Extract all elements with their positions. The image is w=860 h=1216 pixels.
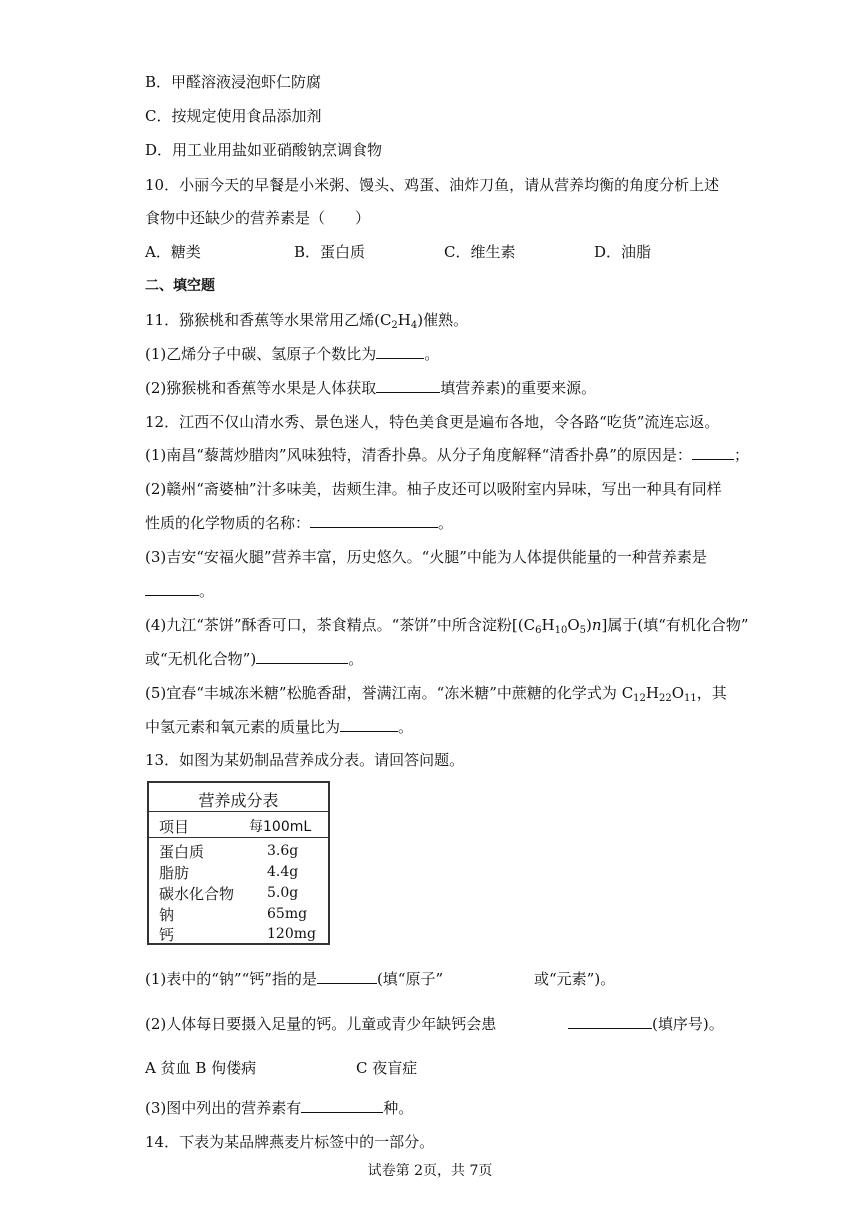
q13-part1: (1)表中的“钠”“钙”指的是 (填“原子”	[145, 970, 444, 988]
q10-option-c: C．维生素	[444, 243, 516, 261]
table-row-value: 3.6g	[267, 843, 299, 859]
answer-blank[interactable]	[692, 445, 734, 460]
q12-part4-line1: (4)九江“茶饼”酥香可口，茶食精点。“茶饼”中所含淀粉$[(C_6H_{10}O_5)n]$属于(填“有机化合物”	[145, 616, 749, 636]
table-title: 营养成分表	[198, 791, 279, 810]
answer-blank[interactable]	[301, 1098, 383, 1113]
table-row-name: 蛋白质	[159, 843, 205, 861]
page-footer: 试卷第 2页，共 7页	[367, 1163, 493, 1179]
table-header-per: 每100mL	[249, 819, 312, 835]
answer-blank[interactable]	[568, 1014, 652, 1029]
q10-stem-line1: 10．小丽今天的早餐是小米粥、馒头、鸡蛋、油炸刀鱼，请从营养均衡的角度分析上述	[145, 176, 720, 194]
q11-part1: (1)乙烯分子中碳、氢原子个数比为 。	[145, 345, 440, 363]
q10-option-b: B．蛋白质	[294, 243, 366, 261]
q12-part5-line1: (5)宜春“丰城冻米糖”松脆香甜，誉满江南。“冻米糖”中蔗糖的化学式为 $C_{12}H_{22}O_{11}$，其	[145, 684, 727, 704]
q12-part1: (1)南昌“藜蒿炒腊肉”风味独特，清香扑鼻。从分子角度解释“清香扑鼻”的原因是： ；	[145, 446, 749, 464]
table-row-name: 脂肪	[159, 864, 190, 882]
table-row-name: 碳水化合物	[159, 885, 235, 903]
q11-part2: (2)猕猴桃和香蕉等水果是人体获取 填营养素)的重要来源。	[145, 379, 597, 397]
q12-part2-line2: 性质的化学物质的名称： 。	[145, 514, 454, 532]
q13-part2-cont: (填序号)。	[568, 1014, 724, 1034]
q9-option-b: B．甲醛溶液浸泡虾仁防腐	[145, 73, 322, 91]
q12-part4-line2: 或“无机化合物”) 。	[145, 650, 364, 668]
table-row-name: 钠	[159, 906, 175, 924]
q9-option-d: D．用工业用盐如亚硝酸钠烹调食物	[145, 141, 383, 159]
q13-stem: 13．如图为某奶制品营养成分表。请回答问题。	[145, 751, 465, 769]
table-row-value: 4.4g	[267, 864, 299, 880]
q13-part2-options: A 贫血 B 佝偻病	[145, 1059, 257, 1077]
answer-blank[interactable]	[317, 969, 377, 984]
table-divider	[149, 811, 328, 812]
q12-part2-line1: (2)赣州“斋婆柚”汁多味美，齿颊生津。柚子皮还可以吸附室内异味，写出一种具有同样	[145, 480, 722, 498]
answer-blank[interactable]	[340, 717, 398, 732]
q9-option-c: C．按规定使用食品添加剂	[145, 107, 322, 125]
q13-part2-option-c: C 夜盲症	[356, 1059, 418, 1077]
section-heading: 二、填空题	[145, 278, 215, 294]
q13-part3: (3)图中列出的营养素有 种。	[145, 1099, 414, 1117]
q11-stem: 11．猕猴桃和香蕉等水果常用乙烯$(C_2H_4)$催熟。	[145, 311, 469, 331]
table-row-name: 钙	[159, 926, 175, 944]
q12-stem: 12．江西不仅山清水秀、景色迷人，特色美食更是遍布各地，令各路“吃货”流连忘返。	[145, 413, 720, 431]
table-divider	[149, 837, 328, 838]
q14-stem: 14．下表为某品牌燕麦片标签中的一部分。	[145, 1133, 435, 1151]
table-row-value: 65mg	[267, 906, 308, 922]
q10-option-d: D．油脂	[594, 243, 652, 261]
table-row-value: 5.0g	[267, 885, 299, 901]
table-row-value: 120mg	[267, 926, 316, 942]
answer-blank[interactable]	[256, 649, 348, 664]
q10-option-a: A．糖类	[145, 243, 201, 261]
q10-stem-line2: 食物中还缺少的营养素是（ ）	[145, 209, 371, 227]
q12-part3-line1: (3)吉安“安福火腿”营养丰富，历史悠久。“火腿”中能为人体提供能量的一种营养素是	[145, 548, 707, 566]
answer-blank[interactable]	[310, 513, 438, 528]
nutrition-table	[147, 781, 330, 945]
q12-part5-line2: 中氢元素和氧元素的质量比为 。	[145, 718, 414, 736]
answer-blank[interactable]	[376, 378, 440, 393]
q13-part2: (2)人体每日要摄入足量的钙。儿童或青少年缺钙会患	[145, 1015, 497, 1033]
answer-blank[interactable]	[145, 581, 199, 596]
q12-part3-line2: 。	[145, 581, 214, 601]
answer-blank[interactable]	[376, 344, 424, 359]
table-header-item: 项目	[159, 818, 190, 836]
q13-part1-cont: 或“元素”)。	[534, 970, 616, 988]
